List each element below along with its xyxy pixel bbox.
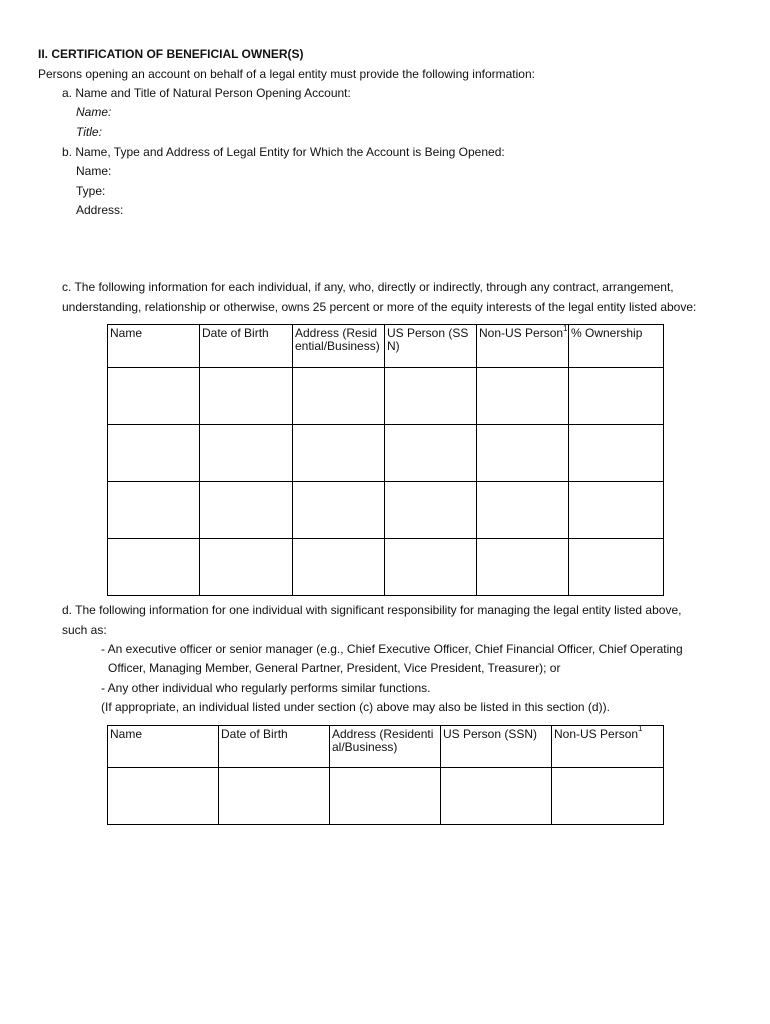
- header-non-us-person: Non-US Person 1: [477, 325, 569, 368]
- cell-name[interactable]: [108, 539, 200, 596]
- part-b-address-label: Address:: [76, 203, 124, 217]
- cell-name[interactable]: [108, 425, 200, 482]
- cell-non-us-person[interactable]: [477, 368, 569, 425]
- header-ownership: % Ownership: [569, 325, 664, 368]
- table-row: [108, 368, 664, 425]
- part-a-heading: a. Name and Title of Natural Person Opening Account:: [62, 86, 351, 100]
- cell-name[interactable]: [108, 768, 219, 825]
- cell-date-of-birth[interactable]: [200, 539, 293, 596]
- table-row: [108, 768, 664, 825]
- cell-address[interactable]: [293, 368, 385, 425]
- table-row: [108, 539, 664, 596]
- part-a-name-label: Name:: [76, 105, 112, 119]
- cell-name[interactable]: [108, 482, 200, 539]
- table-row: [108, 482, 664, 539]
- beneficial-owners-table: [107, 324, 664, 596]
- header-date-of-birth: Date of Birth: [200, 325, 293, 368]
- part-d-bullet1-line2: Officer, Managing Member, General Partner, President, Vice President, Treasurer); or: [108, 661, 561, 675]
- cell-us-person[interactable]: [385, 425, 477, 482]
- part-b-heading: b. Name, Type and Address of Legal Entity for Which the Account is Being Opened:: [62, 145, 505, 159]
- cell-address[interactable]: [293, 539, 385, 596]
- header-us-person: US Person (SSN): [441, 726, 552, 768]
- cell-date-of-birth[interactable]: [200, 482, 293, 539]
- cell-non-us-person[interactable]: [477, 539, 569, 596]
- table-header-row: [108, 325, 664, 368]
- cell-us-person[interactable]: [385, 368, 477, 425]
- table-row: [108, 425, 664, 482]
- header-non-us-person: [552, 726, 664, 768]
- part-d-line2: such as:: [62, 623, 107, 637]
- cell-ownership[interactable]: [569, 425, 664, 482]
- cell-ownership[interactable]: [569, 539, 664, 596]
- cell-address[interactable]: [293, 425, 385, 482]
- header-date-of-birth: Date of Birth: [219, 726, 330, 768]
- part-c-line1: c. The following information for each individual, if any, who, directly or indirectly, through any contract, arrangement,: [62, 280, 674, 294]
- section-title: II. CERTIFICATION OF BENEFICIAL OWNER(S): [38, 47, 304, 61]
- part-d-line1: d. The following information for one individual with significant responsibility for managing the legal entity listed above,: [62, 603, 682, 617]
- part-d-note: (If appropriate, an individual listed under section (c) above may also be listed in this section (d)).: [101, 700, 610, 714]
- cell-us-person[interactable]: [441, 768, 552, 825]
- cell-ownership[interactable]: [569, 482, 664, 539]
- header-address: Address (Residential/Business): [293, 325, 385, 368]
- part-d-bullet1-line1: - An executive officer or senior manager (e.g., Chief Executive Officer, Chief Financial Officer, Chief Operating: [101, 642, 683, 656]
- header-non-us-label: Non-US Person: [554, 727, 639, 741]
- cell-date-of-birth[interactable]: [200, 425, 293, 482]
- cell-date-of-birth[interactable]: [200, 368, 293, 425]
- header-name: Name: [108, 726, 219, 768]
- intro-text: Persons opening an account on behalf of a legal entity must provide the following information:: [38, 67, 535, 81]
- cell-us-person[interactable]: [385, 482, 477, 539]
- part-b-name-label: Name:: [76, 164, 112, 178]
- header-name: Name: [108, 325, 200, 368]
- cell-ownership[interactable]: [569, 368, 664, 425]
- cell-date-of-birth[interactable]: [219, 768, 330, 825]
- part-c-line2: understanding, relationship or otherwise, owns 25 percent or more of the equity interests of the legal entity listed above:: [62, 300, 697, 314]
- cell-address[interactable]: [293, 482, 385, 539]
- header-non-us-label: Non-US Person: [479, 326, 564, 340]
- control-person-table: [107, 725, 664, 825]
- part-b-type-label: Type:: [76, 184, 106, 198]
- cell-us-person[interactable]: [385, 539, 477, 596]
- footnote-mark: 1: [638, 725, 643, 733]
- header-us-person: US Person (SSN): [385, 325, 477, 368]
- cell-non-us-person[interactable]: [477, 425, 569, 482]
- header-address: Address (Residential/Business): [330, 726, 441, 768]
- cell-address[interactable]: [330, 768, 441, 825]
- cell-name[interactable]: [108, 368, 200, 425]
- table-header-row: [108, 726, 664, 768]
- part-a-title-label: Title:: [76, 125, 102, 139]
- cell-non-us-person[interactable]: [477, 482, 569, 539]
- part-d-bullet2: - Any other individual who regularly performs similar functions.: [101, 681, 431, 695]
- cell-non-us-person[interactable]: [552, 768, 664, 825]
